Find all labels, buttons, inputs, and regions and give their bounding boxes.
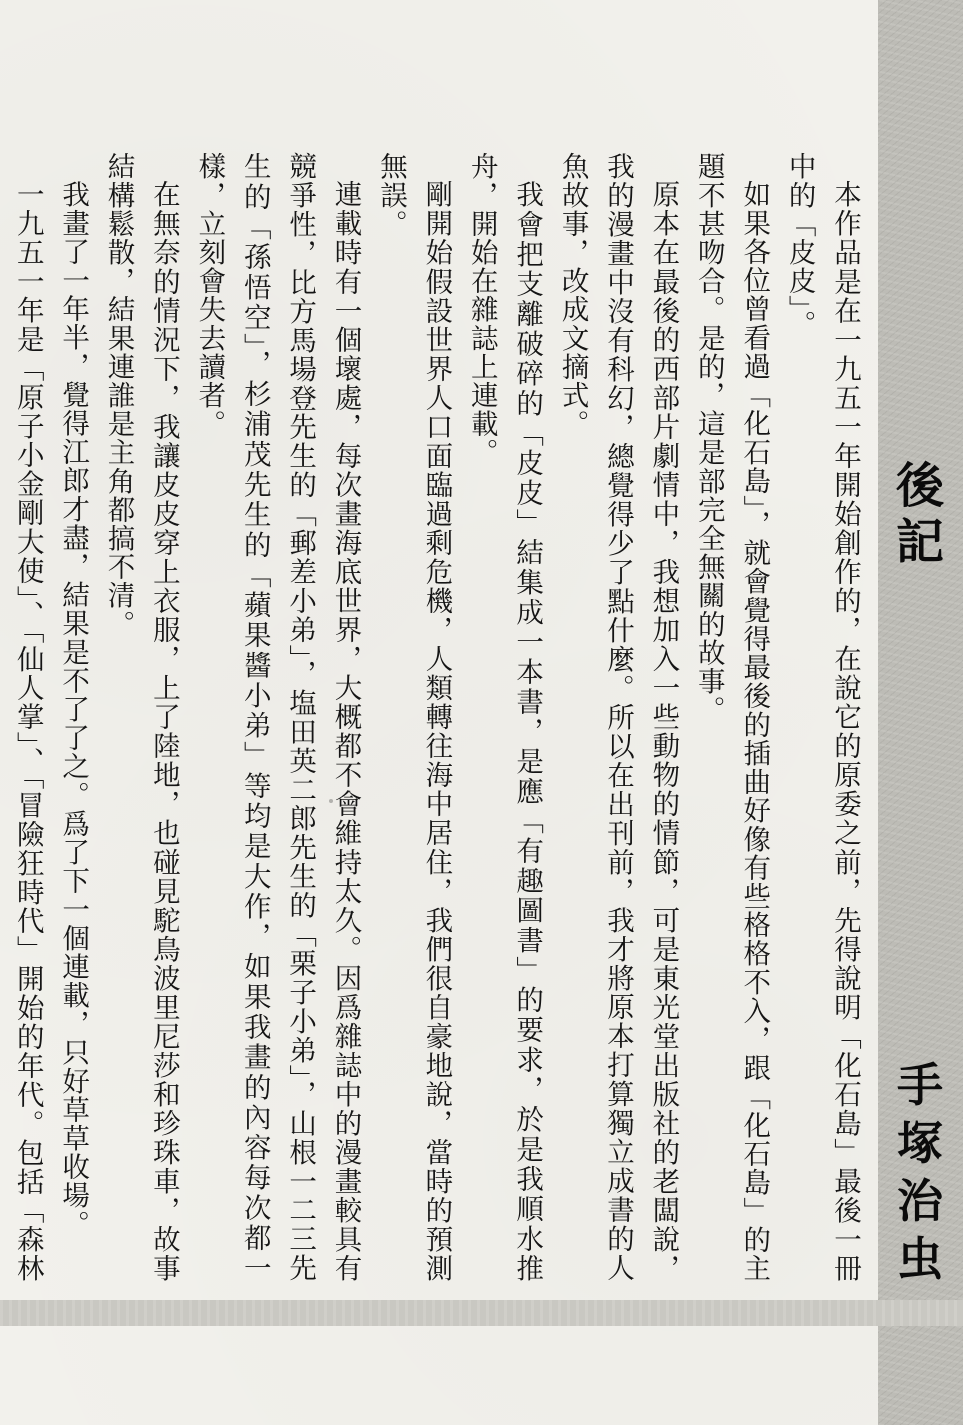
- page-title-char: 記: [895, 514, 944, 570]
- page-title-char: 後: [895, 458, 944, 514]
- paragraph: 我會把支離破碎的「皮皮」結集成一本書，是應「有趣圖書」的要求，於是我順水推舟，開始在雜誌上連載。: [465, 152, 544, 1282]
- paragraph: 剛開始假設世界人口面臨過剩危機，人類轉往海中居住，我們很自豪地說，當時的預測無誤。: [374, 152, 453, 1282]
- author-name-char: 手: [897, 1058, 943, 1112]
- paragraph: 連載時有一個壞處，每次畫海底世界，大概都不會維持太久。因爲雜誌中的漫畫較具有競爭性，比方馬場登先生的「郵差小弟」，塩田英二郎先生的「栗子小弟」，山根一二三先生的「孫悟空」，杉浦茂先生的「蘋果醬小弟」等均是大作，如果我畫的內容每次都一樣，立刻會失去讀者。: [193, 152, 362, 1282]
- paragraph: 在無奈的情況下，我讓皮皮穿上衣服，上了陸地，也碰見駝鳥波里尼莎和珍珠車，故事結構鬆散，結果連誰是主角都搞不清。: [102, 152, 180, 1282]
- afterword-body: [11, 152, 867, 1282]
- author-name: [888, 1056, 952, 1288]
- author-name-char: 治: [897, 1174, 943, 1228]
- paragraph: 原本在最後的西部片劇情中，我想加入一些動物的情節，可是東光堂出版社的老闆說，我的漫畫中沒有科幻，總覺得少了點什麼。所以在出刊前，我才將原本打算獨立成書的人魚故事，改成文摘式。: [556, 152, 680, 1282]
- paragraph: 我畫了一年半，覺得江郎才盡，結果是不了了之。爲了下一個連載，只好草草收場。: [57, 179, 90, 1238]
- paragraph: 本作品是在一九五一年開始創作的，在說它的原委之前，先得說明「化石島」最後一冊中的「皮皮」。: [783, 152, 861, 1282]
- author-name-char: 塚: [897, 1116, 943, 1170]
- paragraph: 如果各位曾看過「化石島」，就會覺得最後的插曲好像有些格格不入，跟「化石島」的主題不甚吻合。是的，這是部完全無關的故事。: [692, 152, 771, 1282]
- scan-speck: [329, 799, 333, 803]
- paragraph: 一九五一年是「原子小金剛大使」、「仙人掌」、「冒險狂時代」開始的年代。包括「森林: [11, 179, 44, 1282]
- author-name-char: 虫: [897, 1232, 943, 1286]
- bottom-scan-band: [0, 1300, 963, 1326]
- page-title: [888, 458, 952, 570]
